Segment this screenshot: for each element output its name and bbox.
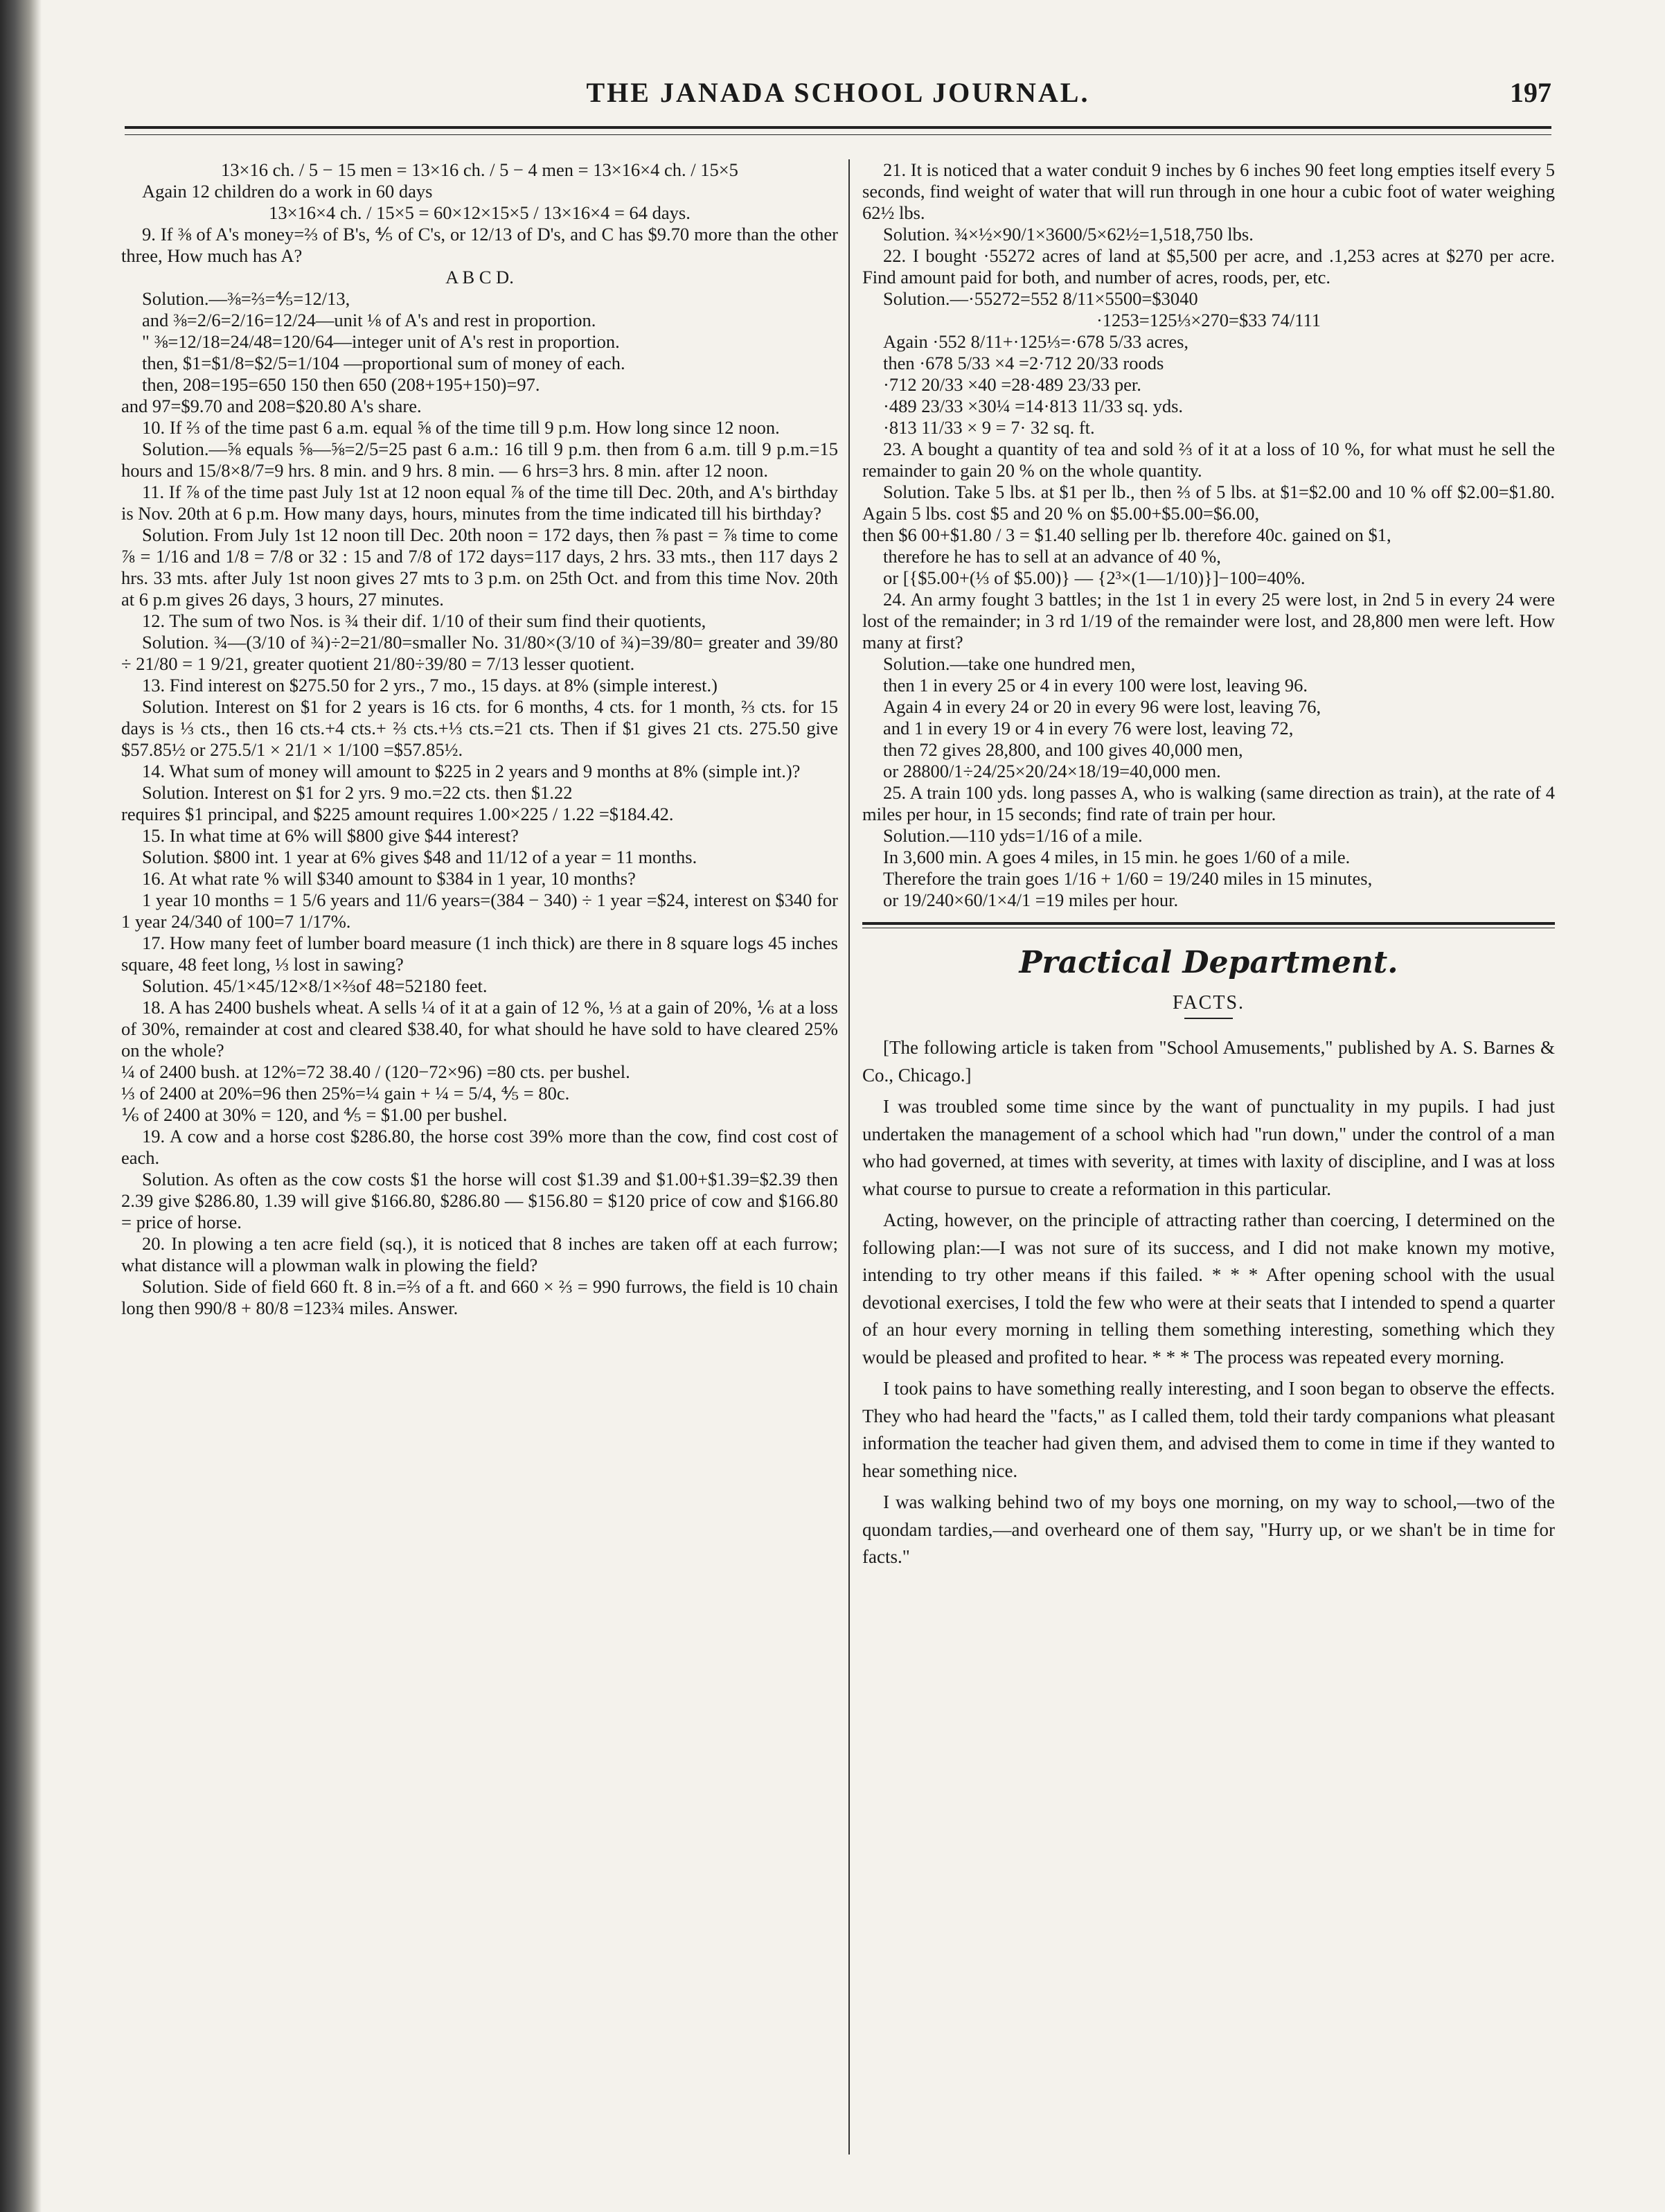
text-line: and 97=$9.70 and 208=$20.80 A's share. [121,396,422,416]
article-paragraph: Acting, however, on the principle of attracting rather than coercing, I determined on the following plan:—I was not sure of its success, and I did not make known my motive, intending to try other means if this failed. * * * After opening school with the usual devotional exercises, I told the few who were at their seats that I intended to spend a quarter of an hour every morning in telling them something interesting, something which they would be pleased and profited to hear. * * * The process was repeated every morning. [862,1210,1555,1368]
text-line: In 3,600 min. A goes 4 miles, in 15 min. he goes 1/60 of a mile. [883,847,1351,867]
section-heading: FACTS. [1172,992,1245,1014]
text-line: Solution.—110 yds=1/16 of a mile. [883,825,1143,846]
text-line: ·712 20/33 ×40 =28·489 23/33 per. [883,374,1141,395]
problem-14: 14. What sum of money will amount to $225 in 2 years and 9 months at 8% (simple int.)? [142,761,801,781]
left-column [121,159,838,2155]
problem-18: 18. A has 2400 bushels wheat. A sells ¼ of it at a gain of 12 %, ⅓ at a gain of 20%, ⅙ at a loss of 30%, remainder at cost and cleared $38.40, for what should he have sold to have cleared 25% on the whole? [121,997,838,1061]
problem-11: 11. If ⅞ of the time past July 1st at 12 noon equal ⅞ of the time till Dec. 20th, and A's birthday is Nov. 20th at 6 p.m. How many days, hours, minutes from the time indicated till his birthday? [121,481,838,524]
page-header [125,76,1551,125]
text-line: Solution. Side of field 660 ft. 8 in.=⅔ of a ft. and 660 × ⅔ = 990 furrows, the field is 10 chain long then 990/8 + 80/8 =123¾ miles. Answer. [121,1276,838,1318]
text-line: ·489 23/33 ×30¼ =14·813 11/33 sq. yds. [883,396,1184,416]
text-line: then $6 00+$1.80 / 3 = $1.40 selling per lb. therefore 40c. gained on $1, [862,524,1391,545]
text-line: then 1 in every 25 or 4 in every 100 were lost, leaving 96. [883,675,1308,696]
header-rule-thin [125,134,1551,135]
text-line: or 28800/1÷24/25×20/24×18/19=40,000 men. [883,761,1221,781]
text-line: Solution.—take one hundred men, [883,653,1136,674]
text-line: Solution. Interest on $1 for 2 years is 16 cts. for 6 months, 4 cts. for 1 month, ⅔ cts. for 15 days is ⅓ cts., then 16 cts.+4 cts.+ ⅔ cts.+⅓ cts.=21 cts. Then if $1 gives 21 cts. 275.50 give $57.85½ or 275.5/1 × 21/1 × 1/100 =$57.85½. [121,696,838,760]
problem-17: 17. How many feet of lumber board measure (1 inch thick) are there in 8 square logs 45 inches square, 48 feet long, ⅓ lost in sawing? [121,932,838,975]
text-line: then, 208=195=650 150 then 650 (208+195+150)=97. [142,374,540,395]
problem-16: 16. At what rate % will $340 amount to $384 in 1 year, 10 months? [142,868,636,889]
text-line: Again 4 in every 24 or 20 in every 96 were lost, leaving 76, [883,696,1321,717]
text-line: Solution. From July 1st 12 noon till Dec. 20th noon = 172 days, then ⅞ past = ⅞ time to come ⅞ = 1/16 and 1/8 = 7/8 or 32 : 15 and 7/8 of 172 days=117 days, 2 hrs. 33 mts., then 117 days 2 hrs. 33 mts. after July 1st noon gives 27 mts to 3 p.m. on 25th Oct. and from this time Nov. 20th at 6 p.m gives 26 days, 3 hours, 27 minutes. [121,524,838,610]
text-line: requires $1 principal, and $225 amount requires 1.00×225 / 1.22 =$184.42. [121,804,674,824]
text-line: Solution. 45/1×45/12×8/1×⅔of 48=52180 feet. [142,975,488,996]
problem-19: 19. A cow and a horse cost $286.80, the horse cost 39% more than the cow, find cost cost of each. [121,1126,838,1168]
problem-25: 25. A train 100 yds. long passes A, who is walking (same direction as train), at the rate of 4 miles per hour, in 15 seconds; find rate of train per hour. [862,782,1555,824]
problem-24: 24. An army fought 3 battles; in the 1st 1 in every 25 were lost, in 2nd 5 in every 24 were lost of the remainder; in 3 rd 1/19 of the remainder were lost, and 28,800 men were left. How many at first? [862,589,1555,653]
text-line: and ⅜=2/6=2/16=12/24—unit ⅛ of A's and rest in proportion. [142,310,596,330]
text-line: Solution.—·55272=552 8/11×5500=$3040 [883,288,1198,309]
text-line: or 19/240×60/1×4/1 =19 miles per hour. [883,890,1179,910]
text-line: then 72 gives 28,800, and 100 gives 40,000 men, [883,739,1243,760]
problem-22: 22. I bought ·55272 acres of land at $5,500 per acre, and .1,253 acres at $270 per acre. Find amount paid for both, and number of acres, roods, per, etc. [862,245,1555,287]
text-line: ·813 11/33 × 9 = 7· 32 sq. ft. [883,417,1095,438]
text-line: 13×16 ch. / 5 − 15 men = 13×16 ch. / 5 − 4 men = 13×16×4 ch. / 15×5 [221,159,738,180]
text-line: Solution. ¾—(3/10 of ¾)÷2=21/80=smaller No. 31/80×(3/10 of ¾)=39/80= greater and 39/80 ÷ 21/80 = 1 9/21, greater quotient 21/80÷39/80 = 7/13 lesser quotient. [121,632,838,674]
text-line: Solution. As often as the cow costs $1 the horse will cost $1.39 and $1.00+$1.39=$2.39 then 2.39 give $286.80, 1.39 will give $166.80, $286.80 — $156.80 = $120 price of cow and $166.80 = price of horse. [121,1169,838,1232]
text-line: Solution. ¾×½×90/1×3600/5×62½=1,518,750 lbs. [883,224,1254,245]
page-number: 197 [1510,77,1551,108]
text-line: ¼ of 2400 bush. at 12%=72 38.40 / (120−72×96) =80 cts. per bushel. [121,1061,630,1082]
article-paragraph: I was walking behind two of my boys one morning, on my way to school,—two of the quondam tardies,—and overheard one of them say, "Hurry up, or we shan't be in time for facts." [862,1492,1555,1567]
article-paragraph: [The following article is taken from "School Amusements," published by A. S. Barnes & Co., Chicago.] [862,1037,1555,1086]
header-rule [125,126,1551,129]
section-rule [862,922,1555,925]
facts-article [862,1034,1555,1571]
problem-12: 12. The sum of two Nos. is ¾ their dif. 1/10 of their sum find their quotients, [142,610,706,631]
text-line: Therefore the train goes 1/16 + 1/60 = 19/240 miles in 15 minutes, [883,868,1373,889]
text-line: Again 12 children do a work in 60 days [142,181,433,202]
text-line: 1 year 10 months = 1 5/6 years and 11/6 years=(384 − 340) ÷ 1 year =$24, interest on $340 for 1 year 24/340 of 100=7 1/17%. [121,890,838,932]
problem-10: 10. If ⅔ of the time past 6 a.m. equal ⅝ of the time till 9 p.m. How long since 12 noon. [142,417,780,438]
problem-20: 20. In plowing a ten acre field (sq.), it is noticed that 8 inches are taken off at each furrow; what distance will a plowman walk in plowing the field? [121,1233,838,1275]
text-line: Solution.—⅝ equals ⅝—⅝=2/5=25 past 6 a.m.: 16 till 9 p.m. then from 6 a.m. till 9 p.m.=15 hours and 15/8×8/7=9 hrs. 8 min. and 9 hrs. 8 min. — 6 hrs=3 hrs. 8 min. after 12 noon. [121,439,838,481]
text-line: and 1 in every 19 or 4 in every 76 were lost, leaving 72, [883,718,1294,738]
text-line: 13×16×4 ch. / 15×5 = 60×12×15×5 / 13×16×4 = 64 days. [269,202,691,223]
text-line: ⅓ of 2400 at 20%=96 then 25%=¼ gain + ¼ = 5/4, ⅘ = 80c. [121,1083,570,1104]
text-line: or [{$5.00+(⅓ of $5.00)} — {2³×(1—1/10)}]−100=40%. [883,567,1306,588]
problem-13: 13. Find interest on $275.50 for 2 yrs., 7 mo., 15 days. at 8% (simple interest.) [142,675,718,696]
text-line: then ·678 5/33 ×4 =2·712 20/33 roods [883,353,1164,373]
book-binding-edge [0,0,42,2212]
text-line: then, $1=$1/8=$2/5=1/104 —proportional sum of money of each. [142,353,625,373]
article-paragraph: I was troubled some time since by the want of punctuality in my pupils. I had just undertaken the management of a school which had "run down," under the control of a man who had governed, at times with severity, at times with laxity of discipline, and I was at loss what course to pursue to create a reformation in this particular. [862,1096,1555,1199]
heading-rule [1184,1018,1233,1019]
problem-23: 23. A bought a quantity of tea and sold ⅔ of it at a loss of 10 %, for what must he sell the remainder to gain 20 % on the whole quantity. [862,439,1555,481]
text-line: Solution. $800 int. 1 year at 6% gives $48 and 11/12 of a year = 11 months. [142,847,697,867]
text-line: A B C D. [445,267,514,287]
problem-15: 15. In what time at 6% will $800 give $44 interest? [142,825,519,846]
text-line: Solution.—⅜=⅔=⅘=12/13, [142,288,350,309]
article-paragraph: I took pains to have something really interesting, and I soon began to observe the effects. They who had heard the "facts," as I called them, told their tardy companions what pleasant information the teacher had given them, and advised them to come in time if they wanted to hear something nice. [862,1378,1555,1481]
text-line: " ⅜=12/18=24/48=120/64—integer unit of A's rest in proportion. [142,331,620,352]
department-title: Practical Department. [1019,945,1398,980]
right-column [862,159,1555,2155]
text-line: Solution. Interest on $1 for 2 yrs. 9 mo.=22 cts. then $1.22 [142,782,573,803]
problem-9: 9. If ⅜ of A's money=⅔ of B's, ⅘ of C's, or 12/13 of D's, and C has $9.70 more than the other three, How much has A? [121,224,838,266]
journal-title: THE JANADA SCHOOL JOURNAL. [586,77,1090,108]
text-line: Again ·552 8/11+·125⅓=·678 5/33 acres, [883,331,1189,352]
text-line: Solution. Take 5 lbs. at $1 per lb., then ⅔ of 5 lbs. at $1=$2.00 and 10 % off $2.00=$1.80. Again 5 lbs. cost $5 and 20 % on $5.00+$5.00=$6.00, [862,481,1555,524]
column-divider [848,159,850,2155]
text-line: ·1253=125⅓×270=$33 74/111 [1096,310,1321,330]
problem-21: 21. It is noticed that a water conduit 9 inches by 6 inches 90 feet long empties itself every 5 seconds, find weight of water that will run through in one hour a cubic foot of water weighing 62½ lbs. [862,159,1555,223]
text-line: therefore he has to sell at an advance of 40 %, [883,546,1221,567]
text-line: ⅙ of 2400 at 30% = 120, and ⅘ = $1.00 per bushel. [121,1104,508,1125]
